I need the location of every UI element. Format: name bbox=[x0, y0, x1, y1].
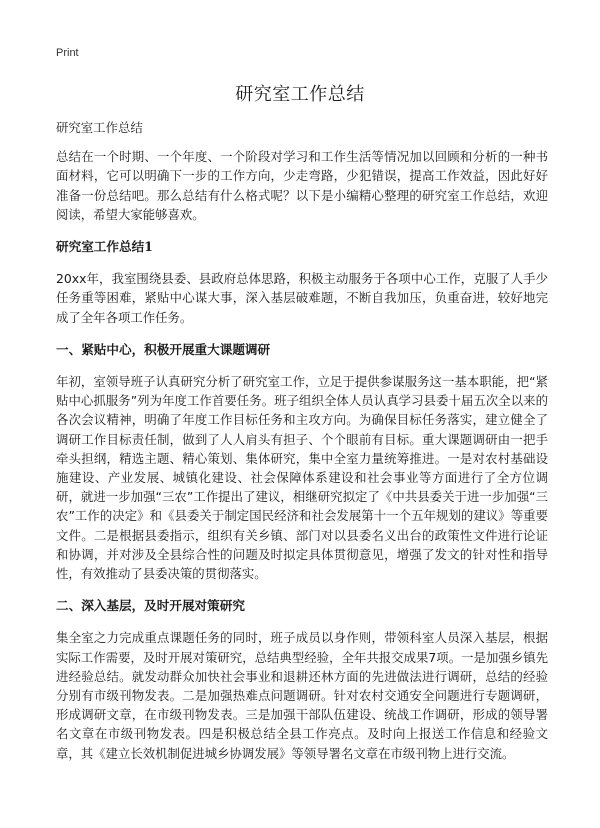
document-body bbox=[56, 118, 548, 776]
subsection-heading-2: 二、深入基层，及时开展对策研究 bbox=[56, 598, 245, 614]
section-paragraph: 20xx年，我室围绕县委、县政府总体思路，积极主动服务于各项中心工作，克服了人手少任务重等困难，紧贴中心谋大事，深入基层破难题，不断自我加压，负重奋进，较好地完成了全年各项工作任务。 bbox=[56, 271, 548, 325]
subsection-paragraph-1: 年初，室领导班子认真研究分析了研究室工作，立足于提供参谋服务这一基本职能，把“紧贴中心抓服务”列为年度工作首要任务。班子组织全体人员认真学习县委十届五次全以来的各次会议精神，明确了年度工作目标任务和主攻方向。为确保目标任务落实，建立健全了调研工作目标责任制，做到了人人肩头有担子、个个眼前有目标。重大课题调研由一把手牵头担纲，精选主题、精心策划、集体研究，集中全室力量统筹推进。一是对农村基础设施建设、产业发展、城镇化建设、社会保障体系建设和社会事业等方面进行了全方位调研，就进一步加强“三农”工作提出了建议，相继研究拟定了《中共县委关于进一步加强“三农”工作的决定》和《县委关于制定国民经济和社会发展第十一个五年规划的建议》等重要文件。二是根据县委指示，组织有关乡镇、部门对以县委名义出台的政策性文件进行论证和协调，并对涉及全县综合性的问题及时拟定具体贯彻意见，增强了发文的针对性和指导性，有效推动了县委决策的贯彻落实。 bbox=[56, 374, 548, 582]
section-heading: 研究室工作总结1 bbox=[56, 239, 153, 255]
intro-paragraph: 总结在一个时期、一个年度、一个阶段对学习和工作生活等情况加以回顾和分析的一种书面材料，它可以明确下一步的工作方向，少走弯路，少犯错误，提高工作效益，因此好好准备一份总结吧。那么总结有什么格式呢？以下是小编精心整理的研究室工作总结，欢迎阅读，希望大家能够喜欢。 bbox=[56, 149, 548, 222]
print-link[interactable]: Print bbox=[56, 47, 79, 59]
subsection-paragraph-2: 集全室之力完成重点课题任务的同时，班子成员以身作则，带领科室人员深入基层，根据实际工作需要，及时开展对策研究，总结典型经验，全年共报交成果7项。一是加强乡镇先进经验总结。就发动群众加快社会事业和退耕还林方面的先进做法进行调研，总结的经验分别有市级刊物发表。二是加强热难点问题调研。针对农村交通安全问题进行专题调研，形成调研文章，在市级刊物发表。三是加强干部队伍建设、统战工作调研，形成的领导署名文章在市级刊物发表。四是积极总结全县工作亮点。及时向上报送工作信息和经验文章，其《建立长效机制促进城乡协调发展》等领导署名文章在市级刊物上进行交流。 bbox=[56, 630, 548, 761]
page-title: 研究室工作总结 bbox=[235, 84, 365, 105]
document-subtitle: 研究室工作总结 bbox=[56, 120, 143, 135]
subsection-heading-1: 一、紧贴中心，积极开展重大课题调研 bbox=[56, 341, 271, 357]
